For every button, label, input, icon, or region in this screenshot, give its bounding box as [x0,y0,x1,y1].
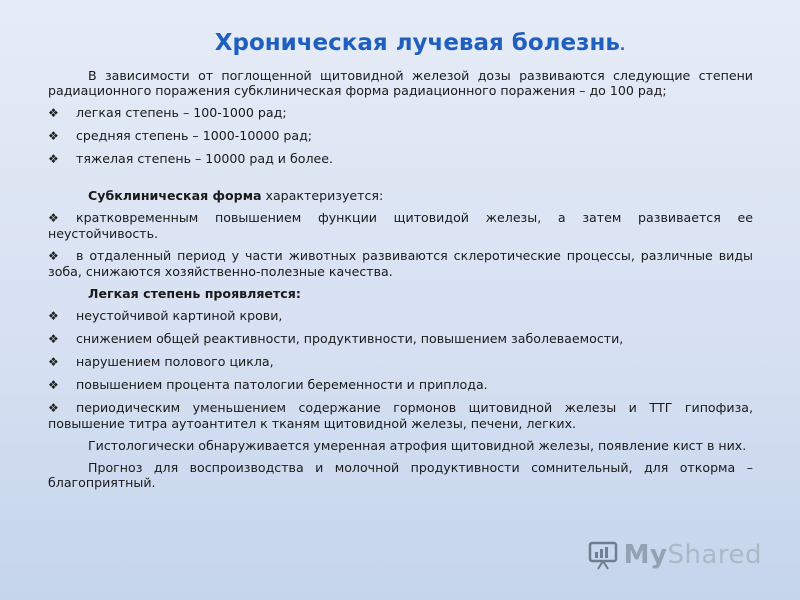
subclinical-text: кратковременным повышением функции щитовидой железы, а затем развивается ее неустойчивость. [48,210,753,241]
slide-title [0,30,800,56]
diamond-bullet-icon: ❖ [48,106,59,120]
slide-title-dot: . [619,38,626,54]
degree-item [48,151,753,167]
mild-item [48,354,753,370]
mild-item [48,331,753,347]
slide-title-text: Хроническая лучевая болезнь [214,30,620,56]
myshared-logo [588,540,762,570]
degree-text: легкая степень – 100-1000 рад; [76,105,287,120]
degree-text: тяжелая степень – 10000 рад и более. [76,151,333,166]
degree-text: средняя степень – 1000-10000 рад; [76,128,313,143]
subclinical-item [48,210,753,241]
mild-item [48,377,753,393]
diamond-bullet-icon: ❖ [48,309,59,323]
subclinical-paragraph [48,188,753,203]
diamond-bullet-icon: ❖ [48,332,59,346]
diamond-bullet-icon: ❖ [48,355,59,369]
logo-text-my: My [623,540,668,570]
mild-text: повышением процента патологии беременности и приплода. [76,377,488,392]
mild-text: неустойчивой картиной крови, [76,308,283,323]
slide-content [48,68,753,497]
subclinical-heading: Субклиническая форма [88,188,262,203]
prognosis-paragraph: Прогноз для воспроизводства и молочной продуктивности сомнительный, для откорма – благоприятный. [48,460,753,490]
subclinical-rest: характеризуется: [261,188,384,203]
mild-text: снижением общей реактивности, продуктивности, повышением заболеваемости, [76,331,624,346]
diamond-bullet-icon: ❖ [48,249,59,263]
mild-item [48,308,753,324]
degree-item [48,128,753,144]
logo-text-shared: Shared [667,540,762,570]
histology-paragraph: Гистологически обнаруживается умеренная атрофия щитовидной железы, появление кист в них. [88,438,747,453]
diamond-bullet-icon: ❖ [48,378,59,392]
diamond-bullet-icon: ❖ [48,129,59,143]
subclinical-item [48,248,753,279]
mild-text: нарушением полового цикла, [76,354,274,369]
mild-item [48,400,753,431]
intro-paragraph: В зависимости от поглощенной щитовидной железой дозы развиваются следующие степени радиационного поражения субклиническая форма радиационного поражения – до 100 рад; [48,68,753,98]
mild-text: периодическим уменьшением содержание гормонов щитовидной железы и ТТГ гипофиза, повышение титра аутоантител к тканям щитовидной железы, печени, легких. [48,400,753,431]
diamond-bullet-icon: ❖ [48,211,59,225]
presentation-board-icon [588,540,620,570]
mild-heading: Легкая степень проявляется: [88,286,301,301]
diamond-bullet-icon: ❖ [48,401,59,415]
degree-item [48,105,753,121]
diamond-bullet-icon: ❖ [48,152,59,166]
subclinical-text: в отдаленный период у части животных развиваются склеротические процессы, различные виды зоба, снижаются хозяйственно-полезные качества. [48,248,753,279]
logo-text [624,540,762,570]
